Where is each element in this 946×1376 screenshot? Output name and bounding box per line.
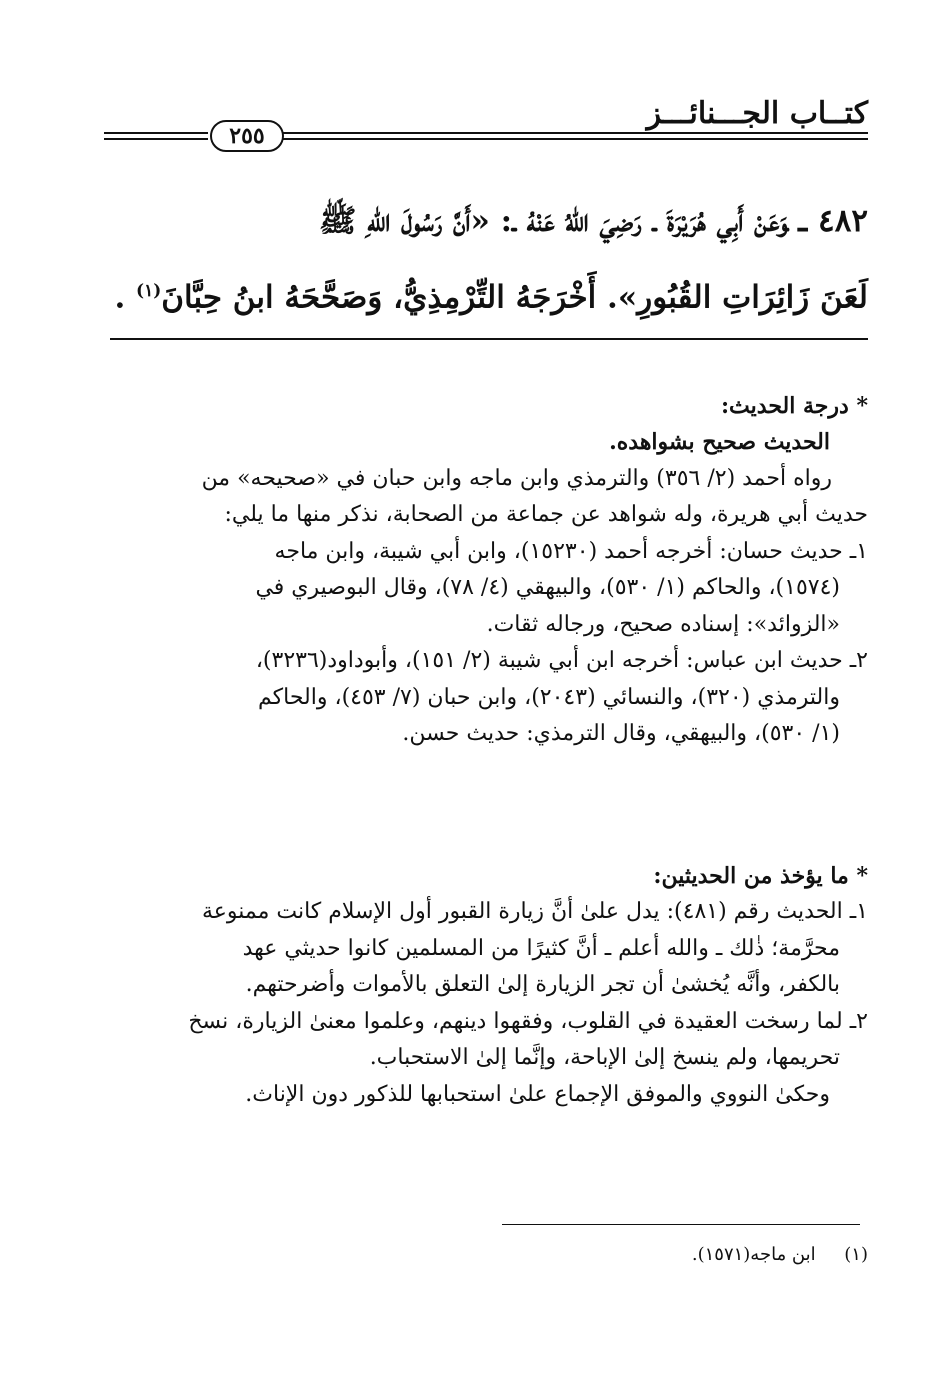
- body-line: ٢ـ لما رسخت العقيدة في القلوب، وفقهوا دينهم، وعلموا معنىٰ الزيارة، نسخ: [188, 1008, 868, 1034]
- page-number: ٢٥٥: [210, 120, 284, 152]
- body-line: وحكىٰ النووي والموفق الإجماع علىٰ استحبابها للذكور دون الإناث.: [245, 1081, 830, 1107]
- body-line: محرَّمة؛ ذٰلك ـ والله أعلم ـ أنَّ كثيرًا من المسلمين كانوا حديثي عهد: [242, 935, 840, 961]
- body-line: (١/ ٥٣٠)، والبيهقي، وقال الترمذي: حديث حسن.: [402, 721, 840, 746]
- body-line: بالكفر، وأنَّه يُخشىٰ أن تجر الزيارة إلىٰ التعلق بالأموات وأضرحتهم.: [245, 972, 840, 997]
- body-line: رواه أحمد (٢/ ٣٥٦) والترمذي وابن ماجه وابن حبان في «صحيحه» من: [201, 465, 832, 491]
- header-rule-line: [282, 138, 868, 140]
- footnote-divider: [502, 1224, 860, 1225]
- body-line: «الزوائد»: إسناده صحيح، ورجاله ثقات.: [486, 611, 840, 637]
- hadith-line-end: .: [114, 279, 126, 316]
- degree-section: [100, 388, 868, 753]
- header-rule-line: [104, 132, 208, 134]
- body-line: ١ـ الحديث رقم (٤٨١): يدل علىٰ أنَّ زيارة القبور أول الإسلام كانت ممنوعة: [201, 899, 868, 924]
- footnote-text: ابن ماجه(١٥٧١).: [691, 1244, 816, 1265]
- body-line: ٢ـ حديث ابن عباس: أخرجه ابن أبي شيبة (٢/ ١٥١)، وأبوداود(٣٢٣٦)،: [255, 648, 868, 673]
- body-line: الحديث صحيح بشواهده.: [609, 429, 830, 455]
- header-rule-line: [104, 138, 208, 140]
- lessons-section: [100, 858, 868, 1113]
- header-rule-line: [282, 132, 868, 134]
- hadith-line: [98, 186, 868, 256]
- footnote: [692, 1244, 868, 1265]
- section-heading: * ما يؤخذ من الحديثين:: [653, 863, 868, 889]
- running-title: كتــاب الجـــنائـــز: [646, 96, 868, 131]
- footnote-number: (١): [844, 1244, 868, 1265]
- body-line: حديث أبي هريرة، وله شواهد عن جماعة من الصحابة، نذكر منها ما يلي:: [224, 502, 868, 527]
- body-line: تحريمها، ولم ينسخ إلىٰ الإباحة، وإنَّما إلىٰ الاستحباب.: [369, 1045, 840, 1070]
- footnote-reference[interactable]: (١): [136, 281, 162, 301]
- section-heading: * درجة الحديث:: [720, 393, 868, 419]
- body-line: ١ـ حديث حسان: أخرجه أحمد (١٥٢٣٠)، وابن أبي شيبة، وابن ماجه: [274, 538, 868, 564]
- hadith-number: ٤٨٢ ـ: [798, 203, 868, 239]
- header-rule: [104, 124, 868, 160]
- body-line: والترمذي (٣٢٠)، والنسائي (٢٠٤٣)، وابن حبان (٧/ ٤٥٣)، والحاكم: [258, 684, 840, 710]
- body-line: (١٥٧٤)، والحاكم (١/ ٥٣٠)، والبيهقي (٤/ ٧٨)، وقال البوصيري في: [255, 575, 840, 600]
- hadith-line-text: وَعَنْ أَبِي هُرَيْرَةَ ـ رَضِيَ اللهُ عَنْهُ ـ: «أَنَّ رَسُولَ اللهِ ﷺ: [318, 203, 789, 239]
- hadith-line-text: لَعَنَ زَائِرَاتِ القُبُورِ». أَخْرَجَهُ التِّرْمِذِيُّ، وَصَحَّحَهُ ابنُ حِبَّانَ: [161, 279, 868, 316]
- section-divider: [110, 338, 868, 340]
- hadith-text: [98, 186, 868, 332]
- hadith-line: [98, 256, 868, 332]
